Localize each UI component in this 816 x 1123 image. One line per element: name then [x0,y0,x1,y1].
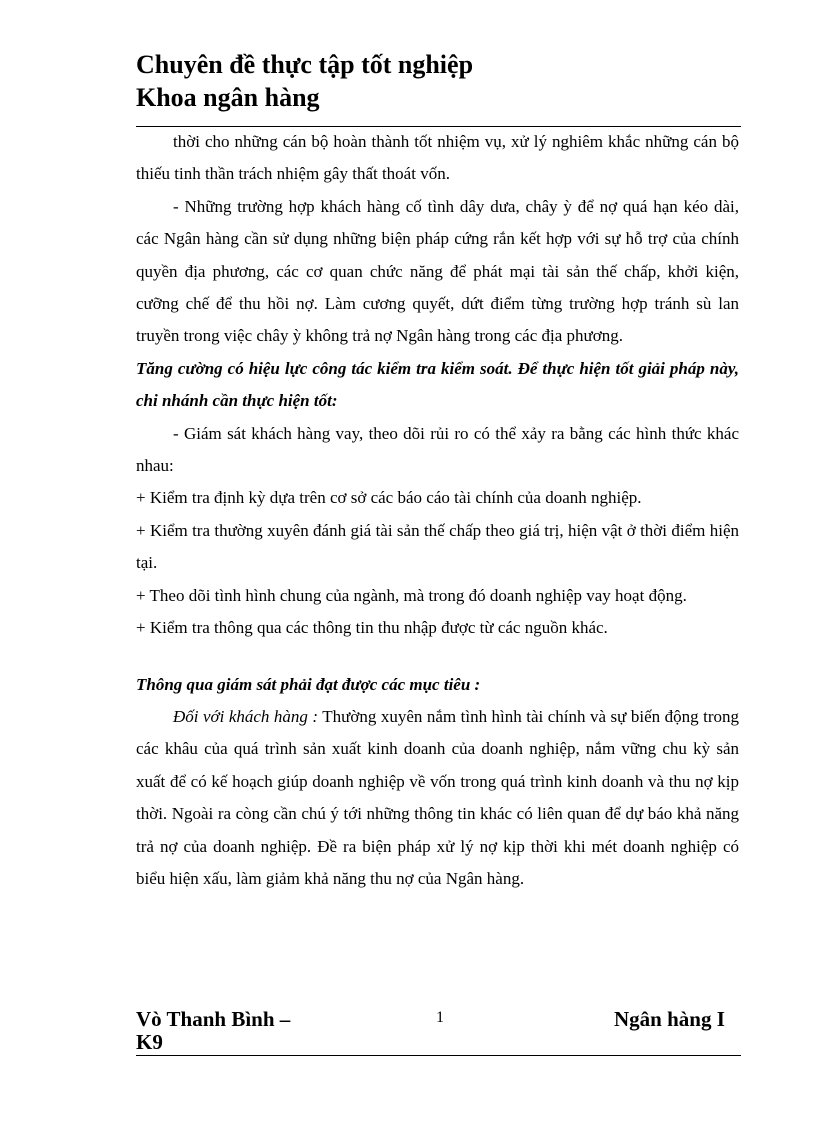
bullet-regular-check: + Kiểm tra thường xuyên đánh giá tài sản thế chấp theo giá trị, hiện vật ở thời điểm hiện tại. [136,520,739,573]
bullet-other-sources: + Kiểm tra thông qua các thông tin thu nhập được từ các nguồn khác. [136,618,608,638]
header-title-line2: Khoa ngân hàng [136,83,320,112]
paragraph-2: - Những trường hợp khách hàng cố tình dây dưa, chây ỳ để nợ quá hạn kéo dài, các Ngân hàng cần sử dụng những biện pháp cứng rắn kết hợp với sự hỗ trợ của chính quyền địa phương, các cơ quan chức năng để phát mại tài sản thế chấp, khởi kiện, cưỡng chế để thu hồi nợ. Làm cương quyết, dứt điểm từng trường hợp tránh sù lan truyền trong việc chây ỳ không trả nợ Ngân hàng trong các địa phương. [136,196,739,346]
paragraph-1: thời cho những cán bộ hoàn thành tốt nhiệm vụ, xử lý nghiêm khắc những cán bộ thiếu tinh thần trách nhiệm gây thất thoát vốn. [136,132,739,184]
bullet-periodic-check: + Kiểm tra định kỳ dựa trên cơ sở các báo cáo tài chính của doanh nghiệp. [136,488,642,508]
page-number: 1 [436,1009,444,1026]
footer-author: Vò Thanh Bình – K9 [136,1007,291,1054]
footer-rule [136,1055,741,1056]
page-header [136,48,473,114]
footer-department: Ngân hàng I [614,1007,725,1031]
header-title-line1: Chuyên đề thực tập tốt nghiệp [136,50,474,79]
paragraph-3: - Giám sát khách hàng vay, theo dõi rủi ro có thể xảy ra bằng các hình thức khác nhau: [136,423,739,476]
customer-lead: Đối với khách hàng : [173,706,319,726]
spacer [136,645,739,669]
bullet-industry-monitor: + Theo dõi tình hình chung của ngành, mà trong đó doanh nghiệp vay hoạt động. [136,585,687,605]
section-heading-inspection: Tăng cường có hiệu lực công tác kiểm tra kiểm soát. Để thực hiện tốt giải pháp này, chi nhánh cần thực hiện tốt: [136,358,739,411]
section-heading-goals: Thông qua giám sát phải đạt được các mục tiêu : [136,674,481,694]
paragraph-customers [136,701,739,895]
document-body [136,126,739,895]
customer-text: Thường xuyên nắm tình hình tài chính và sự biến động trong các khâu của quá trình sản xuất kinh doanh của doanh nghiệp, nắm vững chu kỳ sản xuất để có kế hoạch giúp doanh nghiệp về vốn trong quá trình kinh doanh và thu nợ kịp thời. Ngoài ra còng cần chú ý tới những thông tin khác có liên quan để dự báo khả năng trả nợ của doanh nghiệp. Đề ra biện pháp xử lý nợ kịp thời khi mét doanh nghiệp có biểu hiện xấu, làm giảm khả năng thu nợ của Ngân hàng. [136,706,739,888]
